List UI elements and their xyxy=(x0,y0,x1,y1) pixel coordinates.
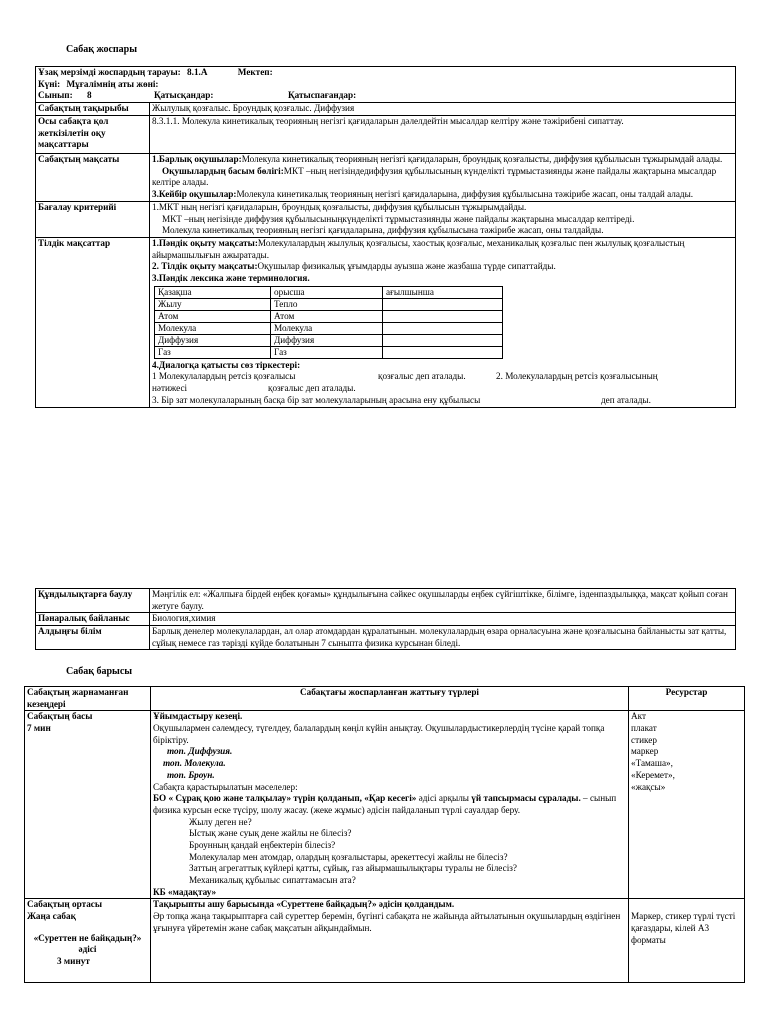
phrase-line-3: 3. Бір зат молекулаларының басқа бір зат молекулаларының арасына ену құбылысы деп аталады. xyxy=(152,395,651,406)
stage-start-cell: Сабақтың басы 7 мин xyxy=(25,711,151,899)
lesson-meta-row xyxy=(36,67,736,103)
topic-value: Жылулық қозғалыс. Броундық қозғалыс. Диффузия xyxy=(150,103,736,116)
vocab-row: Газ Газ xyxy=(155,346,503,358)
vocab-row: Диффузия Диффузия xyxy=(155,334,503,346)
learning-goals-value: 8.3.1.1. Молекула кинетикалық теорияның негізгі қағидаларын дәлелдейтін мысалдар келтіру және тәжірибені сипаттау. xyxy=(150,116,736,154)
interdisciplinary-value: Биология,химия xyxy=(150,613,736,626)
activities-header: Сабақтағы жоспарланған жаттығу түрлері xyxy=(151,687,629,711)
values-row xyxy=(36,589,736,613)
vocab-header-row: Қазақша орысша ағылшынша xyxy=(155,286,503,298)
values-value: Мәңгілік ел: «Жалпыға бірдей еңбек қоғамы» құндылығына сәйкес оқушыларды еңбек сүйгіштікке, білімге, ізденпаздылыққа, мақсат қойып соған жетуге баулу. xyxy=(150,589,736,613)
topic-row xyxy=(36,103,736,116)
prior-knowledge-label: Алдыңғы білім xyxy=(36,626,150,650)
phrase-line-1: 1 Молекулалардың ретсіз қозғалысы қозғалыс деп аталады. 2. Молекулалардың ретсіз қозғалысының xyxy=(152,371,658,382)
language-goals-value: 1.Пәндік оқыту мақсаты:Молекулалардың жылулық қозғалысы, хаостық қозғалыс, механикалық қозғалыс пен жылулық қозғалыстың айырмашылығын ажыратады. 2. Тілдік оқыту мақсаты:Оқушылар физикалық ұғымдарды ауызша және жазбаша түрде сипаттайды. 3.Пәндік лексика және терминология. Қазақша орысша ағылшынша Жылу Тепло Атом Атом Молекула Молекула Диффузия Диффузия Газ Газ 4.Диалогқа қатысты сөз тіркестері: 1 Молекулалардың ретсіз қозғалысы қозғалыс деп аталады. 2. Молекулалардың ретсіз қозғалысының нәтижесі қозғалыс деп аталады. 3. Бір зат молекулаларының басқа бір зат молекулаларының арасына ену құбылысы деп аталады. xyxy=(150,237,736,407)
class-line: Сынып: 8 Қатысқандар: Қатыспағандар: xyxy=(38,90,357,101)
objectives-label: Сабақтың мақсаты xyxy=(36,154,150,202)
stage-middle-activities: Тақырыпты ашу барысында «Суреттене байқадың?» әдісін қолдандым. Әр топқа жаңа тақырыптарға сай суреттер беремін, бүгінгі сабақата не жайында айтылатынын оқушылардың өздігінен ұғынуға үйретемін және сабақ мақсатын айқындаймын. xyxy=(151,899,629,983)
interdisciplinary-row xyxy=(36,613,736,626)
criteria-label: Бағалау критерийі xyxy=(36,201,150,237)
learning-goals-label: Осы сабақта қол жеткізілетін оқу мақсаттары xyxy=(36,116,150,154)
language-goals-label: Тілдік мақсаттар xyxy=(36,237,150,407)
lesson-info-table xyxy=(35,66,736,408)
objectives-row xyxy=(36,154,736,202)
long-term-line: Ұзақ мерзімді жоспардың тарауы: 8.1.А Мектеп: xyxy=(38,67,273,77)
criteria-row xyxy=(36,201,736,237)
progress-header-row xyxy=(25,687,745,711)
topic-label: Сабақтың тақырыбы xyxy=(36,103,150,116)
vocab-row: Жылу Тепло xyxy=(155,298,503,310)
stage-middle-row xyxy=(25,899,745,983)
stages-header: Сабақтың жарнаманған кезеңдері xyxy=(25,687,151,711)
list-item: Жылу деген не? xyxy=(189,816,252,827)
list-item: Заттың агрегаттық күйлері қатты, сұйық, газ айырмашылықтары туралы не білесіз? xyxy=(189,863,517,874)
vocab-row: Молекула Молекула xyxy=(155,322,503,334)
lesson-progress-table xyxy=(24,686,745,983)
prior-knowledge-row xyxy=(36,626,736,650)
vocabulary-table xyxy=(154,286,503,359)
stage-start-row xyxy=(25,711,745,899)
page-title: Сабақ жоспары xyxy=(66,44,138,55)
values-label: Құндылықтарға баулу xyxy=(36,589,150,613)
prior-knowledge-value: Барлық денелер молекулалардан, ал олар атомдардан құралатынын. молекулалардың өзара орналасуына және қозғалысына байланысты зат қатты, сұйық немесе газ тәрізді күйде болатынын 7 сыныпта физика курсынан біледі. xyxy=(150,626,736,650)
language-goals-row xyxy=(36,237,736,407)
list-item: Механикалық құбылыс сипаттамасын ата? xyxy=(189,875,356,885)
vocab-row: Атом Атом xyxy=(155,310,503,322)
stage-middle-cell: Сабақтың ортасы Жаңа сабақ «Суреттен не байқадың?» әдісі 3 минут xyxy=(25,899,151,983)
resources-header: Ресурстар xyxy=(629,687,745,711)
criteria-value: 1.МКТ ның негізгі қағидаларын, броундық қозғалысты, диффузия құбылысын тұжырымдайды. МКТ –ның негізінде диффузия құбылысыныңкүнделікті тұрмыстазиянды және пайдалы жақтарына мысалдар келтіреді. Молекула кинетикалық теорияның негізгі қағидаларына, диффузия құбылысына тәжірибе жасап, оны талдайды. xyxy=(150,201,736,237)
list-item: Молекулалар мен атомдар, олардың қозғалыстары, әрекеттесуі жайлы не білесіз? xyxy=(189,851,508,862)
learning-goals-row xyxy=(36,116,736,154)
values-table xyxy=(35,588,736,650)
stage-start-resources: Акт плакат стикер маркер «Тамаша», «Керемет», «жақсы» xyxy=(629,711,745,899)
stage-middle-resources: Маркер, стикер түрлі түсті қағаздары, кілей А3 форматы xyxy=(629,899,745,983)
question-list xyxy=(153,817,626,887)
phrase-line-2: нәтижесі қозғалыс деп аталады. xyxy=(152,383,356,394)
stage-start-activities: Ұйымдастыру кезеңі. Оқушылармен сәлемдесу, түгелдеу, балалардың көңіл күйін анықтау. Оқушылардыстикерлердің түсіне қарай топқа біріктіру. топ. Диффузия. топ. Молекула. топ. Броун. Сабақта қарастырылатын мәселелер: БО « Сұрақ қою және талқылау» түрін қолданып, «Қар кесегі» әдісі арқылы үй тапсырмасы сұралады. – сынып физика курсын еске түсіру, шолу жасау. (жеке жұмыс) әдісін пайдаланып түрлі сауалдар беру. Жылу деген не? Ыстық және суық дене жайлы не білесіз? Броунның қандай еңбектерін білесіз? Молекулалар мен атомдар, олардың қозғалыстары, әрекеттесуі жайлы не білесіз? Заттың агрегаттық күйлері қатты, сұйық, газ айырмашылықтары туралы не білесіз? Механикалық құбылыс сипаттамасын ата? КБ «мадақтау» xyxy=(151,711,629,899)
interdisciplinary-label: Пәнаралық байланыс xyxy=(36,613,150,626)
objectives-value: 1.Барлық оқушылар:Молекула кинетикалық теорияның негізгі қағидаларын, броундық қозғалысты, диффузия құбылысын тұжырымдай алады. Оқушылардың басым бөлігі:МКТ –ның негізіндедиффузия құбылысының күнделікті тұрмыстазиянды және пайдалы жақтарына мысалдар келтіре алады. 3.Кейбір оқушылар:Молекула кинетикалық теорияның негізгі қағидаларына, диффузия құбылысына тәжірибе жасап, оны талдай алады. xyxy=(150,154,736,202)
progress-title: Сабақ барысы xyxy=(66,666,133,677)
list-item: Броунның қандай еңбектерін білесіз? xyxy=(189,839,336,850)
list-item: Ыстық және суық дене жайлы не білесіз? xyxy=(189,828,352,839)
date-teacher-line: Күні: Мұғалімнің аты жөні: xyxy=(38,78,159,89)
